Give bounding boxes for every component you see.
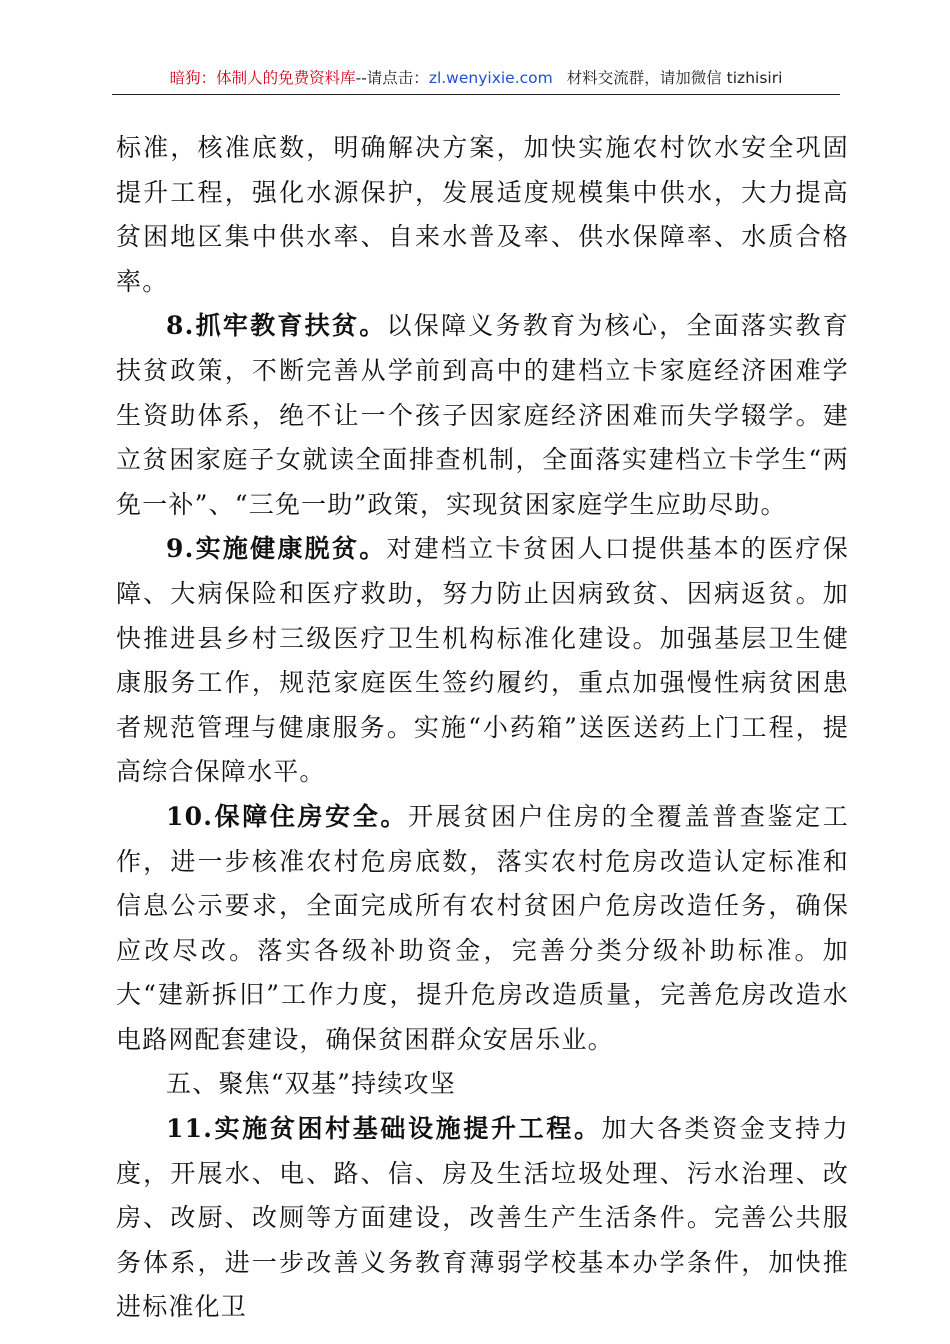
paragraph-text: 对建档立卡贫困人口提供基本的医疗保障、大病保险和医疗救助，努力防止因病致贫、因病返贫。加快推进县乡村三级医疗卫生机构标准化建设。加强基层卫生健康服务工作，规范家庭医生签约履约，重点加强慢性病贫困患者规范管理与健康服务。实施“小药箱”送医送药上门工程，提高综合保障水平。 [116,534,849,787]
paragraph-text: 以保障义务教育为核心，全面落实教育扶贫政策，不断完善从学前到高中的建档立卡家庭经济困难学生资助体系，绝不让一个孩子因家庭经济困难而失学辍学。建立贫困家庭子女就读全面排查机制，全面落实建档立卡学生“两免一补”、“三免一助”政策，实现贫困家庭学生应助尽助。 [116,311,849,519]
paragraph-lead: 8.抓牢教育扶贫。 [166,311,387,341]
header-brand: 暗狗：体制人的免费资料库 [169,69,356,87]
paragraph-health [116,527,849,795]
paragraph-continuation [116,126,849,304]
paragraph-text: 开展贫困户住房的全覆盖普查鉴定工作，进一步核准农村危房底数，落实农村危房改造认定标准和信息公示要求，全面完成所有农村贫困户危房改造任务，确保应改尽改。落实各级补助资金，完善分类分级补助标准。加大“建新拆旧”工作力度，提升危房改造质量，完善危房改造水电路网配套建设，确保贫困群众安居乐业。 [116,801,849,1054]
paragraph-lead: 11.实施贫困村基础设施提升工程。 [166,1114,602,1144]
page-header [112,66,840,95]
paragraph-lead: 10.保障住房安全。 [166,801,409,831]
paragraph-text: 标准，核准底数，明确解决方案，加快实施农村饮水安全巩固提升工程，强化水源保护，发展适度规模集中供水，大力提高贫困地区集中供水率、自来水普及率、供水保障率、水质合格率。 [116,133,849,296]
paragraph-lead: 9.实施健康脱贫。 [166,534,387,564]
header-url-link[interactable]: zl.wenyixie.com [428,69,553,87]
document-body [116,126,849,1330]
section-heading-text: 五、聚焦“双基”持续攻坚 [166,1069,456,1099]
header-prompt: --请点击： [355,69,429,87]
paragraph-text: 加大各类资金支持力度，开展水、电、路、信、房及生活垃圾处理、污水治理、改房、改厨、改厕等方面建设，改善生产生活条件。完善公共服务体系，进一步改善义务教育薄弱学校基本办学条件，加快推进标准化卫 [116,1114,849,1322]
header-contact: 材料交流群，请加微信 tizhisiri [566,69,783,87]
paragraph-education [116,304,849,527]
paragraph-infrastructure [116,1107,849,1330]
paragraph-housing [116,795,849,1063]
section-heading [116,1062,849,1107]
